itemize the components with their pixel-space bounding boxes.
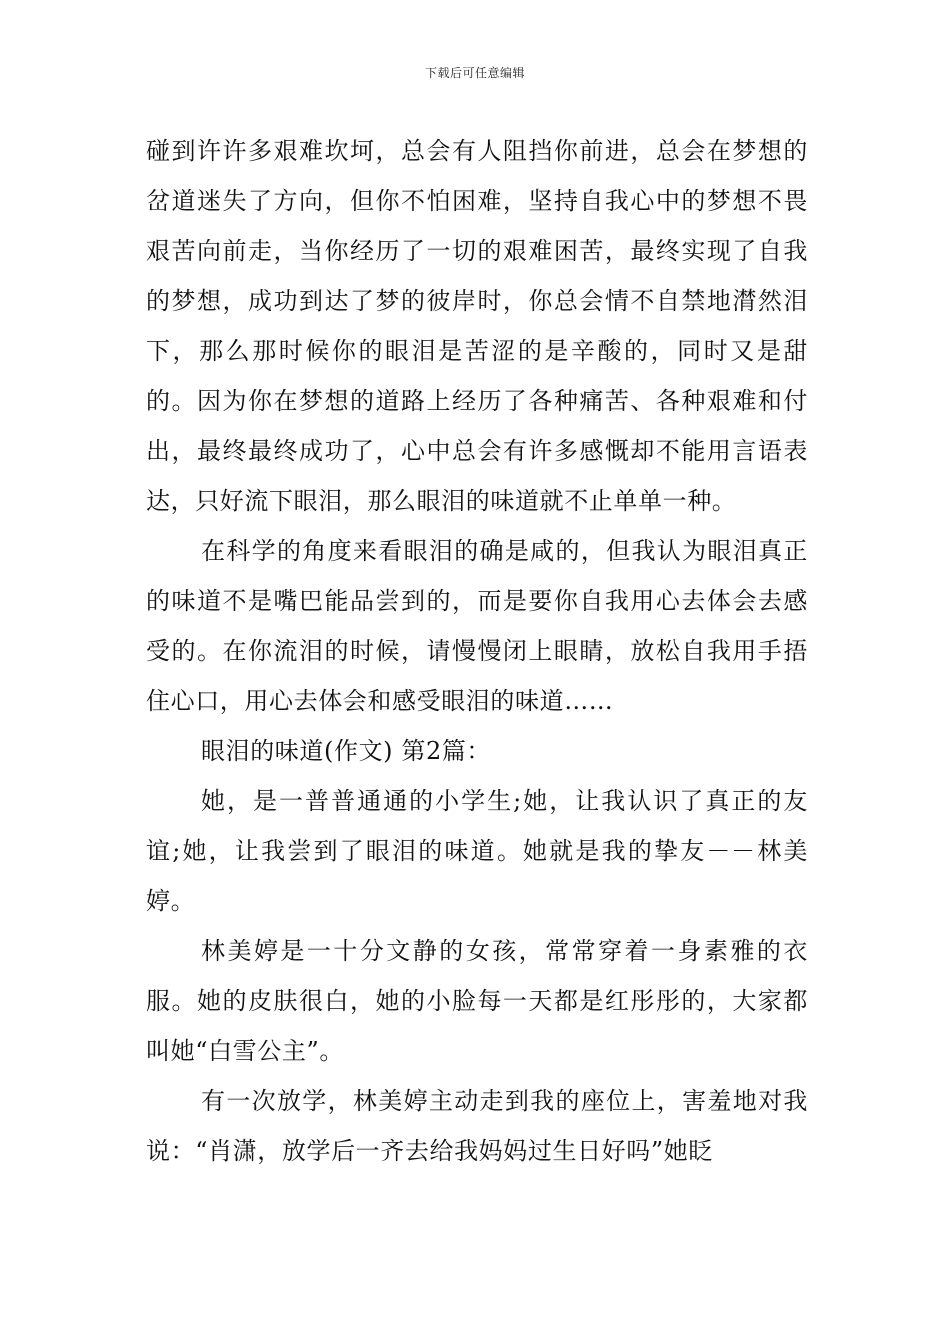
page-header: 下载后可任意编辑: [424, 66, 525, 80]
document-body: [146, 126, 808, 1176]
section-heading: 眼泪的味道(作文) 第2篇：: [201, 737, 492, 765]
paragraph-4: 林美婷是一十分文静的女孩，常常穿着一身素雅的衣服。她的皮肤很白，她的小脸每一天都是红彤彤的，大家都叫她“白雪公主”。: [146, 937, 808, 1065]
paragraph-5: 有一次放学，林美婷主动走到我的座位上，害羞地对我说：“肖潇，放学后一齐去给我妈妈过生日好吗”她眨: [146, 1087, 808, 1165]
paragraph-3: 她，是一普普通通的小学生;她，让我认识了真正的友谊;她，让我尝到了眼泪的味道。她就是我的挚友－－林美婷。: [146, 787, 808, 915]
paragraph-1: 碰到许许多艰难坎坷，总会有人阻挡你前进，总会在梦想的岔道迷失了方向，但你不怕困难，坚持自我心中的梦想不畏艰苦向前走，当你经历了一切的艰难困苦，最终实现了自我的梦想，成功到达了梦的彼岸时，你总会情不自禁地潸然泪下，那么那时候你的眼泪是苦涩的是辛酸的，同时又是甜的。因为你在梦想的道路上经历了各种痛苦、各种艰难和付出，最终最终成功了，心中总会有许多感慨却不能用言语表达，只好流下眼泪，那么眼泪的味道就不止单单一种。: [146, 137, 808, 515]
paragraph-2: 在科学的角度来看眼泪的确是咸的，但我认为眼泪真正的味道不是嘴巴能品尝到的，而是要你自我用心去体会去感受的。在你流泪的时候，请慢慢闭上眼睛，放松自我用手捂住心口，用心去体会和感受眼泪的味道……: [146, 537, 808, 715]
